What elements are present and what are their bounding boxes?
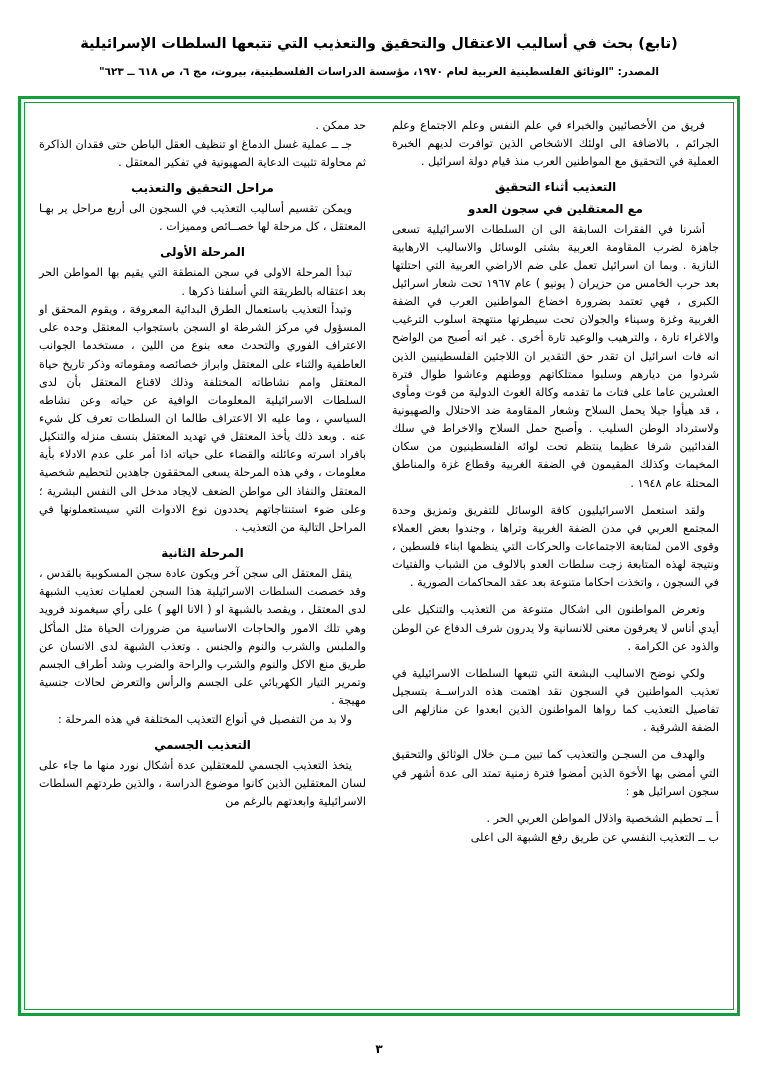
section-heading: مراحل التحقيق والتعذيب <box>131 180 274 195</box>
paragraph: وتبدأ التعذيب باستعمال الطرق البدائية المعروفة ، ويقوم المحقق او المسؤول في مركز الشرطة او السجن باستجواب المعتقل وحده على الاعتراف الفوري والتحدث معه بنوع من اللين ، مستخدما الجوانب العاطفية والثناء على المعتقل وابراز خصائصه ومقوماته وذكر تاريخ حياة المعتقل وامم نشاطاته المختلفة وذلك لاقناع المعتقل بأن لدى السلطات الاسرائيلية المعلومات الوافية عن حياته وعن نشاطه السياسي ، وما عليه الا الاعتراف طالما ان السلطات تعرف كل شيء عنه . وبعد ذلك يأخذ المعتقل في تهديد المعتقل بنسف منزله والتنكيل بافراد اسرته وعائلته والقضاء على حياته اذا أمر على عدم الادلاء بأية معلومات ، وفي هذه المرحلة يسعى المحققون جاهدين لتحطيم شخصية المعتقل والنفاذ الى مواطن الضعف لايجاد مدخل الى النفس البشرية ؛ وعلى ضوء استنتاجاتهم يحددون نوع الادوات التي سيستعملونها في المراحل التالية من التعذيب . <box>39 303 366 534</box>
content-frame-inner <box>24 102 734 1010</box>
section-heading: التعذيب أثناء التحقيق <box>494 180 617 195</box>
paragraph: ولا بد من التفصيل في أنواع التعذيب المختلفة في هذه المرحلة : <box>57 712 352 726</box>
paragraph: ويمكن تقسيم أساليب التعذيب في السجون الى أربع مراحل ير بهـا المعتقل ، كل مرحلة لها خصــائص ومميزات . <box>39 202 366 234</box>
section-heading: مع المعتقلين في سجون العدو <box>468 201 643 216</box>
paragraph: أ ــ تحطيم الشخصية واذلال المواطن العربي الحر . <box>486 811 719 825</box>
column-right <box>379 117 719 999</box>
paragraph: حد ممكن . <box>315 119 366 132</box>
paragraph: جـ ــ عملية غسل الدماغ او تنظيف العقل الباطن حتى فقدان الذاكرة ثم محاولة تثبيت الدعاية الصهيونية في تفكير المعتقل . <box>39 137 366 169</box>
section-heading: المرحلة الثانية <box>161 546 244 561</box>
page-title: (تابع) بحث في أساليب الاعتقال والتحقيق والتعذيب التي تتبعها السلطات الإسرائيلية <box>80 36 678 52</box>
paragraph: ب ــ التعذيب النفسي عن طريق رفع الشبهة الى اعلى <box>470 830 719 844</box>
paragraph: ولكي نوضح الاساليب البشعة التي تتبعها السلطات الاسرائيلية في تعذيب المواطنين في السجون نقد اهتمت هذه الدراســة بتسجيل تفاصيل التعذيب كما رواها المواطنون الذين ابعدوا عن منازلهم الى الضفة الشرقية . <box>392 666 719 735</box>
page-number: ٣ <box>375 1042 383 1056</box>
content-frame <box>18 96 740 1016</box>
paragraph: ولقد استعمل الاسرائيليون كافة الوسائل للتفريق وتمزيق وحدة المجتمع العربي في مدن الضفة الغربية وتراها ، وجندوا بعض العملاء وقوى الامن لمتابعة الاجتماعات والحركات التي ينظمها ابناء فلسطين ، ونتيجة لهذه المتابعة زجت سلطات العدو بالالوف من الشباب والفتيات في السجون ، واتخذت احكاما متنوعة بعد عقد المحاكمات الصورية . <box>392 503 719 590</box>
section-heading: المرحلة الأولى <box>160 245 245 260</box>
paragraph: والهدف من السجـن والتعذيب كما تبين مــن خلال الوثائق والتحقيق التي أمضى بها الأخوة الذين أمضوا فترة زمنية تمتد الى عدة أشهر في سجون اسرائيل هو : <box>392 748 719 798</box>
two-column-body <box>39 117 719 999</box>
paragraph: فريق من الأخصائيين والخبراء في علم النفس وعلم الاجتماع وعلم الجرائم ، بالاضافة الى اولئك الاشخاص الذين توافرت لديهم الخبرة العملية في التحقيق مع المواطنين العرب منذ قيام دولة اسرائيل . <box>392 119 719 169</box>
paragraph: أشرنا في الفقرات السابقة الى ان السلطات الاسرائيلية تسعى جاهزة لضرب المقاومة العربية بشتى الوسائل والاساليب الارهابية النازية . وبما ان اسرائيل تعمل على ضم الاراضي العربية التي احتلتها بعد حرب الخامس من حزيران ( يونيو ) عام ١٩٦٧ تحت شعار اسرائيل الكبرى ، فهي تعتمد بضرورة اخضاع المواطنين العرب في الضفة الغربية وغزة وسيناء والجولان تحت سيطرتها منتهجة اسلوب الترغيب والاغراء تارة ، والترهيب والوعيد تارة أخرى . غير انه أصبح من الواضح انه فات اسرائيل ان تقدر حق التقدير ان اللاجئين الفلسطينيين الذين شردوا من ديارهم وسلبوا ممتلكاتهم ووطنهم وعاشوا طوال فترة العشرين عاما على فتات ما تقدمه وكالة الغوث الدولية من قوت ومأوى ، قد هيأوا جيلا يحمل السلاح وشعار المقاومة ضد الاحتلال والصهيونية ولاسترداد الوطن السليب . وأصبح حمل السلاح والاخراط في سلك الفدائيين شرفا عظيما ينتظم تحت لوائه الفلسطينيون من سكان المخيمات وكذلك المقيمون في الضفة الغربية وقطاع غزة والمناطق المحتلة عام ١٩٤٨ . <box>392 222 720 490</box>
page-header <box>0 0 758 81</box>
paragraph: يتخذ التعذيب الجسمي للمعتقلين عدة أشكال نورد منها ما جاء على لسان المعتقلين الذين كانوا موضوع الدراسة ، والذين طردتهم السلطات الاسرائيلية وابعدتهم بالرغم من <box>39 759 366 809</box>
paragraph: ينقل المعتقل الى سجن آخر ويكون عادة سجن المسكوبية بالقدس ، وقد خصصت السلطات الاسرائيلية هذا السجن لعمليات تعذيب الشبهة لدى المعتقل ، ويقصد بالشبهة او ( الانا الهو ) على رأي سيغموند فرويد وهي تلك الامور والحاجات الاساسية من ضرورات الحياة مثل المأكل والملبس والشرب والنوم والجنس . وتعذب الشبهة لدى الانسان عن طريق منع الاكل والنوم والشرب والراحة والضرب وشد أطراف الجسم وتمرير التيار الكهربائي على الجسم والرأس والتعرض لحالات جنسية مهيجة . <box>39 567 366 708</box>
paragraph: وتعرض المواطنون الى اشكال متنوعة من التعذيب والتنكيل على أيدي أناس لا يعرفون معنى للانسانية ولا يدرون شرف الدفاع عن الوطن والذود عن الكرامة . <box>392 603 719 653</box>
column-left <box>39 117 379 999</box>
document-source: المصدر: "الوثائق الفلسطينية العربية لعام ١٩٧٠، مؤسسة الدراسات الفلسطينية، بيروت، مج ٦، ص ٦١٨ ــ ٦٢٣" <box>99 65 659 78</box>
paragraph: تبدأ المرحلة الاولى في سجن المنطقة التي يقيم بها المواطن الحر بعد اعتقاله بالطريقة التي أسلفنا ذكرها . <box>39 266 366 298</box>
section-heading: التعذيب الجسمي <box>154 737 251 752</box>
